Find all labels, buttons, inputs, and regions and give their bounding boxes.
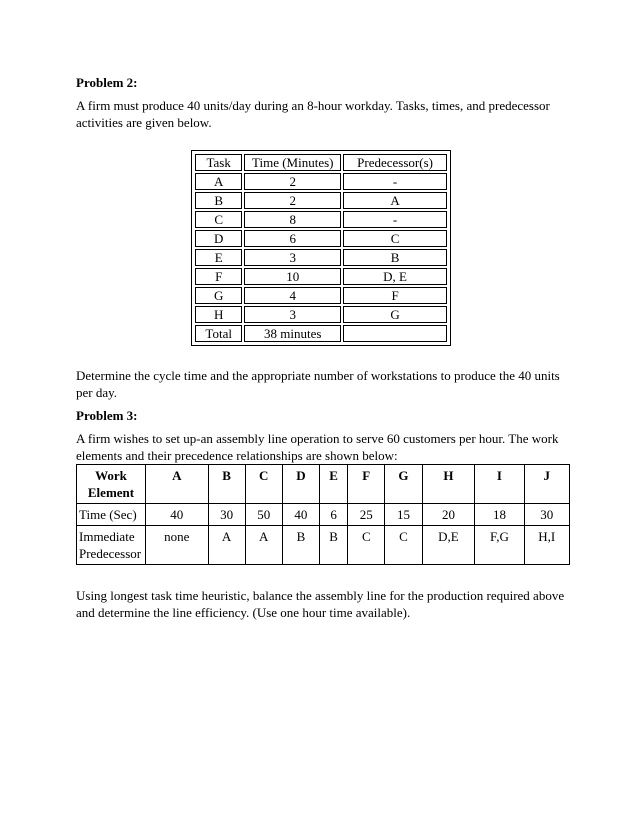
task-table-header-row: [195, 154, 447, 171]
time-cell: 50: [245, 504, 282, 526]
task-table-header-cell: Time (Minutes): [244, 154, 341, 171]
time-cell: 40: [146, 504, 209, 526]
task-table-cell: B: [195, 192, 242, 209]
task-table-cell: 8: [244, 211, 341, 228]
task-table-cell: F: [195, 268, 242, 285]
predecessor-cell: C: [385, 526, 422, 565]
task-table-header-cell: Task: [195, 154, 242, 171]
table-row: [195, 287, 447, 304]
predecessor-label: Immediate Predecessor: [77, 526, 146, 565]
table-row: [195, 192, 447, 209]
task-table-cell: G: [195, 287, 242, 304]
problem2-intro: A firm must produce 40 units/day during an 8-hour workday. Tasks, times, and predecessor activities are given below.: [76, 98, 550, 130]
work-element-cell: I: [475, 465, 524, 504]
problem3-intro: A firm wishes to set up-an assembly line operation to serve 60 customers per hour. The work elements and their precedence relationships are shown below:: [76, 431, 559, 463]
task-table-cell: C: [343, 230, 447, 247]
time-cell: 40: [282, 504, 319, 526]
table-row: [195, 325, 447, 342]
task-table-cell: H: [195, 306, 242, 323]
work-element-cell: E: [319, 465, 347, 504]
table-row: [195, 268, 447, 285]
predecessor-cell: C: [348, 526, 385, 565]
task-table-cell: E: [195, 249, 242, 266]
work-element-cell: H: [422, 465, 475, 504]
predecessor-cell: A: [245, 526, 282, 565]
task-table-cell: C: [195, 211, 242, 228]
task-table-cell: -: [343, 173, 447, 190]
task-table-cell: F: [343, 287, 447, 304]
task-table-cell: B: [343, 249, 447, 266]
predecessor-row: [77, 526, 570, 565]
table-row: [195, 230, 447, 247]
problem2-question: Determine the cycle time and the appropriate number of workstations to produce the 40 units per day.: [76, 368, 560, 400]
task-table-cell: 2: [244, 192, 341, 209]
work-element-label: Work Element: [77, 465, 146, 504]
work-element-cell: A: [146, 465, 209, 504]
predecessor-cell: D,E: [422, 526, 475, 565]
time-label: Time (Sec): [77, 504, 146, 526]
predecessor-cell: B: [319, 526, 347, 565]
time-row: [77, 504, 570, 526]
work-element-cell: C: [245, 465, 282, 504]
time-cell: 15: [385, 504, 422, 526]
task-table-cell: 38 minutes: [244, 325, 341, 342]
task-table-frame: [191, 150, 451, 346]
table-row: [195, 306, 447, 323]
task-table-cell: 3: [244, 306, 341, 323]
task-table-header-cell: Predecessor(s): [343, 154, 447, 171]
task-table-cell: [343, 325, 447, 342]
problem3-heading: Problem 3:: [76, 408, 138, 423]
work-element-table: [76, 464, 570, 565]
predecessor-cell: none: [146, 526, 209, 565]
problem3-question: Using longest task time heuristic, balance the assembly line for the production required above and determine the line efficiency. (Use one hour time available).: [76, 588, 565, 620]
table-row: [195, 249, 447, 266]
work-element-cell: D: [282, 465, 319, 504]
table-row: [195, 211, 447, 228]
predecessor-cell: A: [208, 526, 245, 565]
task-table-cell: D, E: [343, 268, 447, 285]
document-page: [76, 74, 576, 621]
task-table-cell: G: [343, 306, 447, 323]
problem2-heading: Problem 2:: [76, 75, 138, 90]
work-element-cell: G: [385, 465, 422, 504]
work-element-cell: B: [208, 465, 245, 504]
work-element-cell: J: [524, 465, 569, 504]
task-table-cell: 4: [244, 287, 341, 304]
time-cell: 18: [475, 504, 524, 526]
time-cell: 6: [319, 504, 347, 526]
task-table-cell: 6: [244, 230, 341, 247]
predecessor-cell: F,G: [475, 526, 524, 565]
task-table-cell: 10: [244, 268, 341, 285]
task-table-cell: D: [195, 230, 242, 247]
work-element-cell: F: [348, 465, 385, 504]
task-table-cell: Total: [195, 325, 242, 342]
task-table-cell: A: [195, 173, 242, 190]
task-table-cell: 3: [244, 249, 341, 266]
time-cell: 30: [208, 504, 245, 526]
task-table-cell: 2: [244, 173, 341, 190]
task-table: [193, 152, 449, 344]
time-cell: 30: [524, 504, 569, 526]
work-element-header-row: [77, 465, 570, 504]
predecessor-cell: H,I: [524, 526, 569, 565]
task-table-cell: A: [343, 192, 447, 209]
task-table-cell: -: [343, 211, 447, 228]
time-cell: 25: [348, 504, 385, 526]
predecessor-cell: B: [282, 526, 319, 565]
time-cell: 20: [422, 504, 475, 526]
table-row: [195, 173, 447, 190]
